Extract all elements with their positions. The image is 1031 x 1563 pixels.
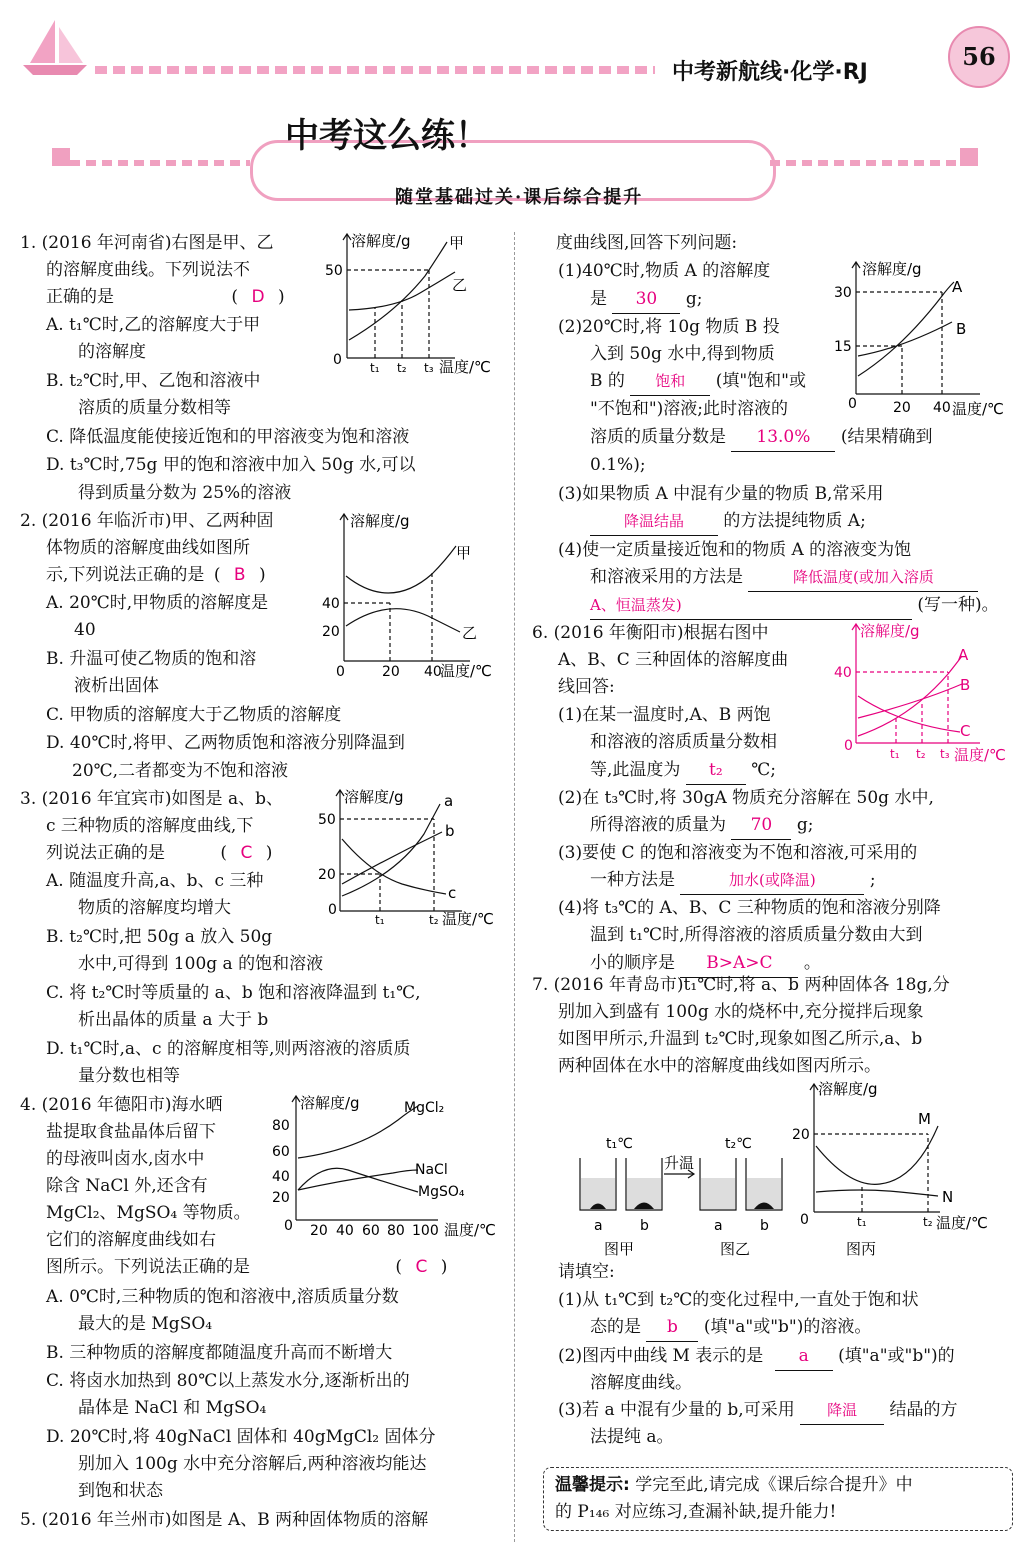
q7-p2-a-text: (2)图丙中曲线 M 表示的是 xyxy=(558,1346,764,1366)
tip-line-1 xyxy=(555,1472,913,1499)
q6-chart-series-a: A xyxy=(958,646,969,664)
q3-chart xyxy=(312,784,510,934)
q7-answer-1: b xyxy=(646,1314,698,1342)
q7-stem-3: 如图甲所示,升温到 t₂℃时,现象如图乙所示,a、b xyxy=(558,1029,923,1049)
q2-option-d-1: D. 40℃时,将甲、乙两物质饱和溶液分别降温到 xyxy=(46,733,405,753)
q4-option-d-3: 到饱和状态 xyxy=(78,1481,163,1501)
q2-stem-2: 体物质的溶解度曲线如图所 xyxy=(46,538,250,558)
q5-stem-2: 度曲线图,回答下列问题: xyxy=(556,233,738,253)
q2-option-d-2: 20℃,二者都变为不饱和溶液 xyxy=(72,761,289,781)
q7-p2-b: (填"a"或"b")的 xyxy=(838,1346,955,1366)
q2-chart xyxy=(320,506,510,686)
q6-answer-3: 加水(或降温) xyxy=(680,867,864,895)
page-number: 56 xyxy=(948,26,1010,88)
q4-chart-y20: 20 xyxy=(272,1190,290,1206)
q5-p2-a: (2)20℃时,将 10g 物质 B 投 xyxy=(558,317,780,337)
q5-chart-y30: 30 xyxy=(834,285,852,301)
q4-option-d-2: 别加入 100g 水中充分溶解后,两种溶液均能达 xyxy=(78,1454,427,1474)
tip-line-2: 的 P₁₄₆ 对应练习,查漏补缺,提升能力! xyxy=(555,1502,837,1522)
q1-stem-1: 1. (2016 年河南省)右图是甲、乙 xyxy=(20,233,274,253)
q1-answer-paren-open: ( xyxy=(231,287,239,307)
q5-answer-4: 降温结晶 xyxy=(590,508,718,536)
q7-chart-ylabel: 溶解度/g xyxy=(818,1080,878,1098)
q4-chart-y80: 80 xyxy=(272,1118,290,1134)
q4-stem-1: 4. (2016 年德阳市)海水晒 xyxy=(20,1095,223,1115)
q5-p2-g: (结果精确到 xyxy=(840,427,933,447)
q5-p2-c xyxy=(590,368,806,396)
q3-chart-t2: t₂ xyxy=(429,913,439,927)
q6-chart-t3: t₃ xyxy=(940,747,950,761)
q1-chart-y50: 50 xyxy=(325,263,343,279)
q4-chart-series-mgcl2: MgCl₂ xyxy=(404,1100,445,1116)
q7-chart-t2: t₂ xyxy=(923,1215,933,1229)
q6-stem-1: 6. (2016 年衡阳市)根据右图中 xyxy=(532,623,769,643)
q5-p2-c-text: B 的 xyxy=(590,371,625,391)
q5-answer-3: 13.0% xyxy=(731,424,835,452)
q6-p2-b xyxy=(590,812,813,840)
q3-chart-series-a: a xyxy=(444,792,454,810)
q1-stem-3-text: 正确的是 xyxy=(46,287,114,307)
q2-answer: B xyxy=(233,565,246,585)
q5-p4-c xyxy=(590,592,999,620)
q7-p3-b: 结晶的方 xyxy=(889,1400,958,1420)
q4-chart-x20: 20 xyxy=(310,1223,328,1239)
q1-option-a-2: 的溶解度 xyxy=(78,342,146,362)
q7-stem-4: 两种固体在水中的溶解度曲线如图丙所示。 xyxy=(558,1056,881,1076)
q6-p4-d: 。 xyxy=(803,953,821,973)
q7-fig-label-yi: 图乙 xyxy=(720,1240,751,1258)
q3-option-b-2: 水中,可得到 100g a 的饱和溶液 xyxy=(78,954,324,974)
q4-chart-x100: 100 xyxy=(412,1223,439,1239)
q4-chart-xlabel: 温度/℃ xyxy=(444,1221,496,1239)
q5-p3-b xyxy=(590,508,866,536)
q4-option-c-1: C. 将卤水加热到 80℃以上蒸发水分,逐渐析出的 xyxy=(46,1371,410,1391)
q6-p2-a: (2)在 t₃℃时,将 30gA 物质充分溶解在 50g 水中, xyxy=(558,788,934,808)
q7-p2-c: 溶解度曲线。 xyxy=(590,1373,692,1393)
q3-answer-paren-open: ( xyxy=(220,843,228,863)
q5-p4-a: (4)使一定质量接近饱和的物质 A 的溶液变为饱 xyxy=(558,540,912,560)
q6-p4-c-text: 小的顺序是 xyxy=(590,953,675,973)
q7-chart xyxy=(790,1076,1015,1261)
q7-fig-label-jia: 图甲 xyxy=(604,1240,635,1258)
q4-stem-7 xyxy=(46,1254,447,1281)
q7-fig-t1: t₁℃ xyxy=(606,1136,633,1152)
q3-option-d-1: D. t₁℃时,a、c 的溶解度相等,则两溶液的溶质质 xyxy=(46,1039,411,1059)
q6-p3-c: ; xyxy=(869,870,876,890)
q5-answer-2: 饱和 xyxy=(630,368,710,396)
q3-chart-y50: 50 xyxy=(318,812,336,828)
q2-answer-paren-close: ) xyxy=(258,565,266,585)
q7-p3-a-text: (3)若 a 中混有少量的 b,可采用 xyxy=(558,1400,795,1420)
q3-chart-t1: t₁ xyxy=(375,913,385,927)
q6-p3-b xyxy=(590,867,876,895)
q1-chart-series-yi: 乙 xyxy=(452,276,468,294)
q3-chart-origin: 0 xyxy=(328,902,337,918)
tip-label: 温馨提示: xyxy=(555,1475,630,1495)
q7-p1-a: (1)从 t₁℃到 t₂℃的变化过程中,一直处于饱和状 xyxy=(558,1290,919,1310)
header-dashed-line xyxy=(95,66,655,74)
q7-chart-t1: t₁ xyxy=(857,1215,867,1229)
q6-answer-2: 70 xyxy=(731,812,791,840)
logo-sailboat xyxy=(15,15,95,80)
q1-option-c: C. 降低温度能使接近饱和的甲溶液变为饱和溶液 xyxy=(46,427,410,447)
q3-chart-y20: 20 xyxy=(318,867,336,883)
q4-stem-2: 盐提取食盐晶体后留下 xyxy=(46,1122,216,1142)
q2-chart-origin: 0 xyxy=(336,664,345,680)
q5-p2-f xyxy=(590,424,932,452)
q4-option-a-1: A. 0℃时,三种物质的饱和溶液中,溶质质量分数 xyxy=(46,1287,399,1307)
q7-answer-3: 降温 xyxy=(800,1397,884,1425)
q5-chart-origin: 0 xyxy=(848,396,857,412)
q1-chart-t2: t₂ xyxy=(397,361,407,375)
q5-answer-1: 30 xyxy=(612,286,680,314)
q7-chart-xlabel: 温度/℃ xyxy=(936,1214,988,1232)
q2-stem-3-text: 示,下列说法正确的是 xyxy=(46,565,205,585)
q7-fig-a-jia: a xyxy=(594,1218,603,1234)
q6-chart-series-c: C xyxy=(960,722,971,740)
q7-p1-c: (填"a"或"b")的溶液。 xyxy=(703,1317,872,1337)
q7-fig-arrow-label: 升温 xyxy=(664,1154,695,1172)
q1-chart-t1: t₁ xyxy=(370,361,380,375)
q4-option-d-1: D. 20℃时,将 40gNaCl 固体和 40gMgCl₂ 固体分 xyxy=(46,1427,436,1447)
q2-option-b-1: B. 升温可使乙物质的饱和溶 xyxy=(46,649,257,669)
q3-stem-2: c 三种物质的溶解度曲线,下 xyxy=(46,816,254,836)
q5-chart-x20: 20 xyxy=(893,400,911,416)
q7-p3-c: 法提纯 a。 xyxy=(590,1427,674,1447)
q4-stem-4: 除含 NaCl 外,还含有 xyxy=(46,1176,208,1196)
q7-chart-origin: 0 xyxy=(800,1212,809,1228)
q6-p4-a: (4)将 t₃℃的 A、B、C 三种物质的饱和溶液分别降 xyxy=(558,898,941,918)
q2-chart-y20: 20 xyxy=(322,624,340,640)
q5-answer-5b: A、恒温蒸发) xyxy=(590,592,912,620)
q3-stem-3 xyxy=(46,840,272,867)
banner-square-right xyxy=(960,148,978,166)
q4-chart xyxy=(268,1090,510,1245)
q5-p2-d: (填"饱和"或 xyxy=(715,371,806,391)
q5-p1-b-text: 是 xyxy=(590,289,607,309)
q4-chart-y40: 40 xyxy=(272,1169,290,1185)
q6-answer-4: B>A>C xyxy=(680,950,798,978)
q7-fig-label-bing: 图丙 xyxy=(846,1240,877,1258)
q2-chart-x40: 40 xyxy=(424,664,442,680)
q1-answer: D xyxy=(251,287,265,307)
q3-option-b-1: B. t₂℃时,把 50g a 放入 50g xyxy=(46,927,273,947)
q5-p3-b-text: 的方法提纯物质 A; xyxy=(723,511,866,531)
q6-p1-c-text: 等,此温度为 xyxy=(590,760,681,780)
q7-fig-a-yi: a xyxy=(714,1218,723,1234)
q6-chart-t1: t₁ xyxy=(890,747,900,761)
q2-stem-3 xyxy=(46,562,266,589)
q2-chart-y40: 40 xyxy=(322,596,340,612)
q2-chart-series-yi: 乙 xyxy=(462,624,478,642)
q4-chart-series-mgso4: MgSO₄ xyxy=(418,1184,465,1200)
q3-option-c-1: C. 将 t₂℃时等质量的 a、b 饱和溶液降温到 t₁℃, xyxy=(46,983,421,1003)
q3-option-d-2: 量分数也相等 xyxy=(78,1066,180,1086)
q6-chart-ylabel: 溶解度/g xyxy=(860,622,920,640)
q7-p1-b-text: 态的是 xyxy=(590,1317,641,1337)
q6-p4-b: 温到 t₁℃时,所得溶液的溶质质量分数由大到 xyxy=(590,925,923,945)
header-title: 中考新航线·化学·RJ xyxy=(672,60,868,85)
q2-option-c: C. 甲物质的溶解度大于乙物质的溶解度 xyxy=(46,705,342,725)
column-divider xyxy=(514,232,515,1542)
q4-chart-origin: 0 xyxy=(284,1218,293,1234)
q6-p1-d: ℃; xyxy=(751,760,776,780)
q4-stem-7-text: 图所示。下列说法正确的是 xyxy=(46,1257,250,1277)
q6-answer-1: t₂ xyxy=(686,757,746,785)
q3-answer: C xyxy=(240,843,253,863)
q6-chart-t2: t₂ xyxy=(916,747,926,761)
q1-chart xyxy=(325,228,510,378)
q5-chart-series-a: A xyxy=(952,278,963,296)
q1-option-d-2: 得到质量分数为 25%的溶液 xyxy=(78,483,292,503)
q5-stem-1: 5. (2016 年兰州市)如图是 A、B 两种固体物质的溶解 xyxy=(20,1510,429,1530)
q1-option-b-1: B. t₂℃时,甲、乙饱和溶液中 xyxy=(46,371,261,391)
q7-p2-a xyxy=(558,1343,955,1371)
q6-p1-c xyxy=(590,757,776,785)
q1-chart-xlabel: 温度/℃ xyxy=(439,358,491,376)
q2-option-a-1: A. 20℃时,甲物质的溶解度是 xyxy=(46,593,269,613)
q3-stem-1: 3. (2016 年宜宾市)如图是 a、b、 xyxy=(20,789,283,809)
q4-stem-5: MgCl₂、MgSO₄ 等物质。 xyxy=(46,1203,251,1223)
q4-answer: C xyxy=(415,1257,428,1277)
q7-stem-2: 别加入到盛有 100g 水的烧杯中,充分搅拌后现象 xyxy=(558,1002,924,1022)
q6-stem-2: A、B、C 三种固体的溶解度曲 xyxy=(558,650,789,670)
q6-chart-origin: 0 xyxy=(844,738,853,754)
q3-option-a-2: 物质的溶解度均增大 xyxy=(78,898,231,918)
q1-stem-3 xyxy=(46,284,285,311)
q5-chart-ylabel: 溶解度/g xyxy=(862,260,922,278)
q4-stem-3: 的母液叫卤水,卤水中 xyxy=(46,1149,205,1169)
q7-fig-t2: t₂℃ xyxy=(725,1136,752,1152)
q4-chart-y60: 60 xyxy=(272,1144,290,1160)
q3-chart-series-b: b xyxy=(445,822,455,840)
q5-answer-5a: 降低温度(或加入溶质 xyxy=(748,564,978,592)
q3-stem-3-text: 列说法正确的是 xyxy=(46,843,165,863)
q4-chart-x60: 60 xyxy=(362,1223,380,1239)
q2-option-a-2: 40 xyxy=(74,620,96,640)
q5-p1-a: (1)40℃时,物质 A 的溶解度 xyxy=(558,261,771,281)
q7-beaker-figure xyxy=(570,1130,795,1260)
q3-chart-series-c: c xyxy=(448,884,457,902)
q5-p1-c: g; xyxy=(685,289,703,309)
q6-stem-3: 线回答: xyxy=(558,677,615,697)
q1-chart-series-jia: 甲 xyxy=(449,234,465,252)
q4-answer-paren-open: ( xyxy=(395,1257,403,1277)
q2-chart-x20: 20 xyxy=(382,664,400,680)
q4-option-c-2: 晶体是 NaCl 和 MgSO₄ xyxy=(78,1398,267,1418)
q5-chart-y15: 15 xyxy=(834,339,852,355)
tip-text-1: 学完至此,请完成《课后综合提升》中 xyxy=(635,1475,913,1495)
q7-fig-b-yi: b xyxy=(760,1218,769,1234)
banner-title: 中考这么练！ xyxy=(285,116,489,156)
q7-chart-y20: 20 xyxy=(792,1127,810,1143)
q6-chart-series-b: B xyxy=(960,676,971,694)
q5-p2-f-text: 溶质的质量分数是 xyxy=(590,427,726,447)
q6-p3-b-text: 一种方法是 xyxy=(590,870,675,890)
q7-answer-2: a xyxy=(775,1343,833,1371)
q4-chart-series-nacl: NaCl xyxy=(415,1162,448,1178)
q5-p4-b xyxy=(590,564,978,592)
q7-chart-series-m: M xyxy=(918,1110,931,1128)
q7-p1-b xyxy=(590,1314,871,1342)
q5-chart-series-b: B xyxy=(956,320,967,338)
q1-chart-t3: t₃ xyxy=(424,361,434,375)
q6-chart-xlabel: 温度/℃ xyxy=(954,746,1006,764)
q5-p2-h: 0.1%); xyxy=(590,455,646,475)
q1-chart-ylabel: 溶解度/g xyxy=(351,232,411,250)
banner-subtitle: 随堂基础过关·课后综合提升 xyxy=(395,187,644,208)
q7-stem-1: 7. (2016 年青岛市)t₁℃时,将 a、b 两种固体各 18g,分 xyxy=(532,975,950,995)
q1-option-a-1: A. t₁℃时,乙的溶解度大于甲 xyxy=(46,315,261,335)
q3-answer-paren-close: ) xyxy=(265,843,273,863)
q3-option-c-2: 析出晶体的质量 a 大于 b xyxy=(78,1010,269,1030)
q5-p2-b: 入到 50g 水中,得到物质 xyxy=(590,344,775,364)
q5-chart-x40: 40 xyxy=(933,400,951,416)
q6-chart-y40: 40 xyxy=(834,665,852,681)
q6-chart xyxy=(830,618,1020,770)
q5-chart-xlabel: 温度/℃ xyxy=(952,400,1004,418)
q1-option-b-2: 溶质的质量分数相等 xyxy=(78,398,231,418)
q4-option-b: B. 三种物质的溶解度都随温度升高而不断增大 xyxy=(46,1343,393,1363)
q2-answer-paren-open: ( xyxy=(213,565,221,585)
q6-p1-a: (1)在某一温度时,A、B 两饱 xyxy=(558,705,771,725)
q2-option-b-2: 液析出固体 xyxy=(74,676,159,696)
banner-dash-left xyxy=(70,160,250,166)
q6-p2-b-text: 所得溶液的质量为 xyxy=(590,815,726,835)
q7-p3-a xyxy=(558,1397,958,1425)
q4-answer-paren-close: ) xyxy=(440,1257,448,1277)
q3-chart-ylabel: 溶解度/g xyxy=(344,788,404,806)
banner-dash-right xyxy=(770,160,960,166)
banner-square-left xyxy=(52,148,70,166)
q5-chart xyxy=(830,256,1020,421)
q7-chart-series-n: N xyxy=(942,1188,954,1206)
q1-answer-paren-close: ) xyxy=(277,287,285,307)
q5-p3-a: (3)如果物质 A 中混有少量的物质 B,常采用 xyxy=(558,484,884,504)
q7-fill-prompt: 请填空: xyxy=(558,1262,615,1282)
q5-p2-e: "不饱和")溶液;此时溶液的 xyxy=(590,399,788,419)
q5-p1-b xyxy=(590,286,702,314)
q5-p4-c-text: (写一种)。 xyxy=(917,595,999,615)
q1-option-d-1: D. t₃℃时,75g 甲的饱和溶液中加入 50g 水,可以 xyxy=(46,455,416,475)
q6-p3-a: (3)要使 C 的饱和溶液变为不饱和溶液,可采用的 xyxy=(558,843,918,863)
q5-p4-b-text: 和溶液采用的方法是 xyxy=(590,567,743,587)
q2-stem-1: 2. (2016 年临沂市)甲、乙两种固 xyxy=(20,511,274,531)
q2-chart-ylabel: 溶解度/g xyxy=(350,512,410,530)
q7-fig-b-jia: b xyxy=(640,1218,649,1234)
q4-stem-6: 它们的溶解度曲线如右 xyxy=(46,1230,216,1250)
q6-p2-c: g; xyxy=(796,815,814,835)
q3-chart-xlabel: 温度/℃ xyxy=(442,910,494,928)
q4-chart-ylabel: 溶解度/g xyxy=(300,1094,360,1112)
q2-chart-series-jia: 甲 xyxy=(456,544,472,562)
q1-chart-origin: 0 xyxy=(333,352,342,368)
q2-chart-xlabel: 温度/℃ xyxy=(440,662,492,680)
q4-chart-x80: 80 xyxy=(387,1223,405,1239)
q6-p1-b: 和溶液的溶质质量分数相 xyxy=(590,732,777,752)
q1-stem-2: 的溶解度曲线。下列说法不 xyxy=(46,260,250,280)
q4-chart-x40: 40 xyxy=(336,1223,354,1239)
q4-option-a-2: 最大的是 MgSO₄ xyxy=(78,1314,213,1334)
q3-option-a-1: A. 随温度升高,a、b、c 三种 xyxy=(46,871,264,891)
